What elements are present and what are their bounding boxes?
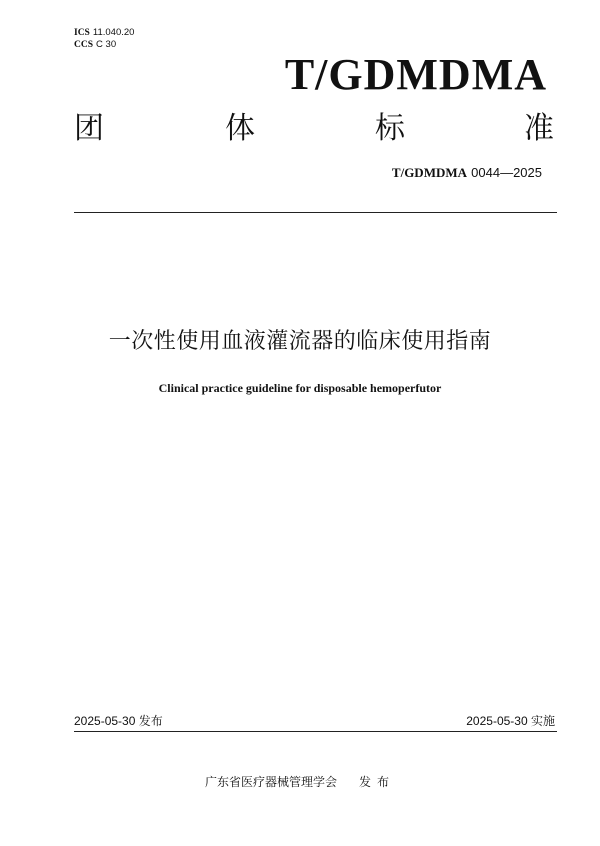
publisher — [0, 774, 600, 790]
ics-label: ICS — [74, 28, 90, 38]
ccs-code: C 30 — [96, 39, 117, 50]
document-title-english: Clinical practice guideline for disposable hemoperfutor — [158, 381, 442, 395]
issue-date-value: 2025-05-30 — [74, 714, 136, 728]
ics-classification — [74, 27, 134, 39]
implementation-date-label: 实施 — [530, 714, 555, 728]
implementation-date — [466, 713, 555, 729]
publisher-action: 发布 — [359, 775, 396, 789]
publisher-name: 广东省医疗器械管理学会 — [204, 775, 337, 789]
standard-code: 0044—2025 — [471, 165, 542, 180]
ics-code: 11.040.20 — [92, 27, 135, 38]
issue-date — [74, 713, 163, 729]
organization-brand: T/GDMDMA — [284, 50, 547, 99]
standard-type-char: 准 — [524, 111, 554, 146]
footer-divider — [74, 731, 557, 732]
standard-type-char: 标 — [375, 111, 405, 146]
standard-type-char: 体 — [225, 111, 255, 146]
document-title-chinese: 一次性使用血液灌流器的临床使用指南 — [108, 329, 492, 354]
header-divider — [74, 212, 557, 213]
ccs-label: CCS — [74, 40, 94, 50]
standard-number — [392, 165, 542, 182]
standard-type-char: 团 — [74, 111, 104, 146]
implementation-date-value: 2025-05-30 — [466, 714, 528, 728]
ccs-classification — [74, 39, 116, 51]
standard-prefix: T/GDMDMA — [391, 165, 468, 180]
issue-date-label: 发布 — [138, 714, 163, 728]
